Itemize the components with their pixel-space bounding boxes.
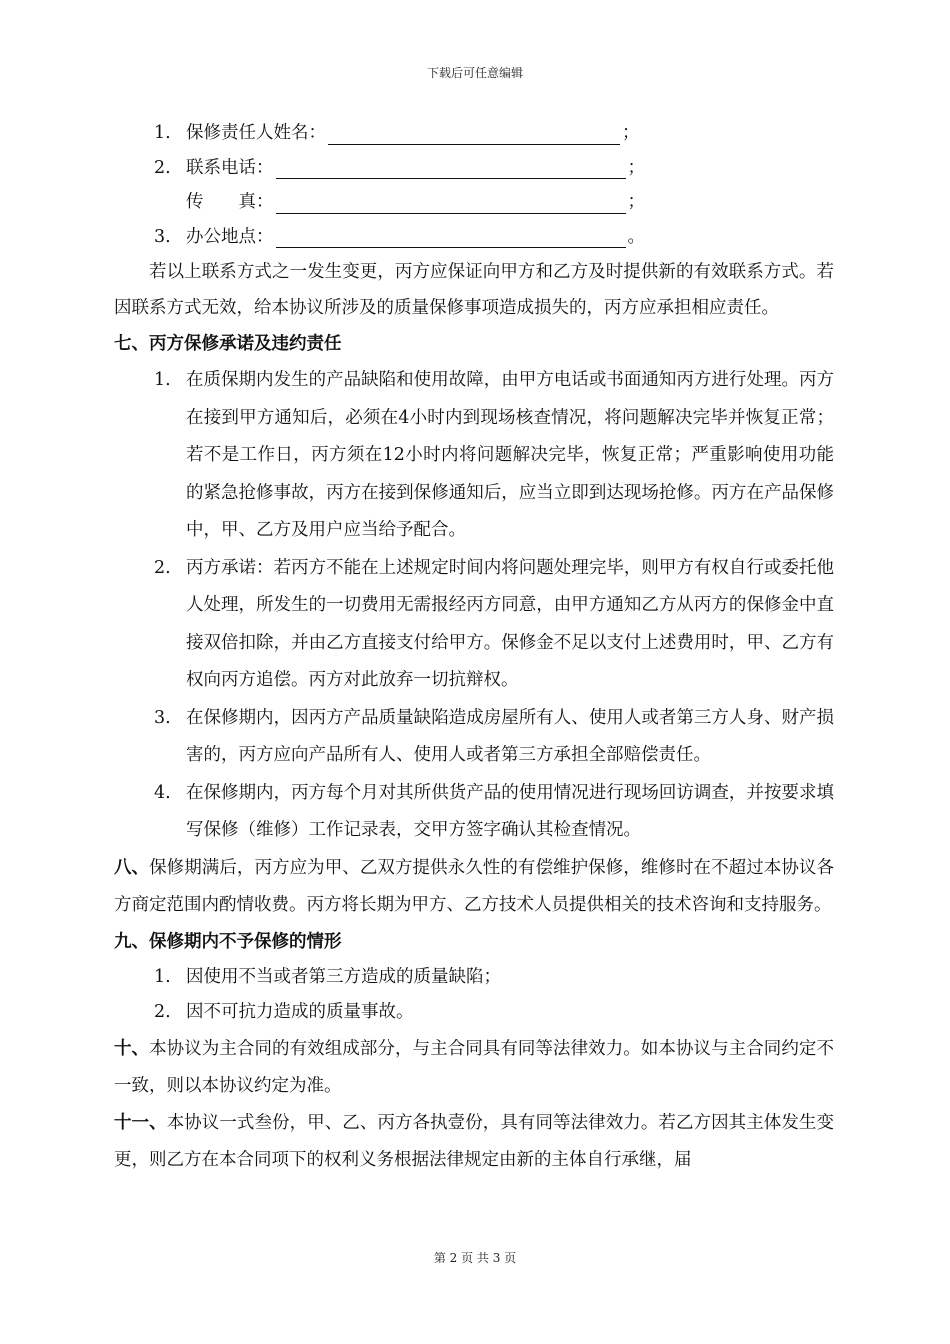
contact-note: 若以上联系方式之一发生变更，丙方应保证向甲方和乙方及时提供新的有效联系方式。若因联系方式无效，给本协议所涉及的质量保修事项造成损失的，丙方应承担相应责任。 [114,262,834,318]
section-9-item [114,960,834,996]
item-number: 2. [154,157,171,178]
blank-line [276,156,626,179]
item-number: 2. [154,557,171,578]
item-number: 1. [154,966,171,987]
section-10-heading: 十、 [114,1038,150,1059]
field-end-punct: ； [622,123,640,143]
item-text: 在质保期内发生的产品缺陷和使用故障，由甲方电话或书面通知丙方进行处理。丙方在接到甲方通知后，必须在4小时内到现场核查情况，将问题解决完毕并恢复正常；若不是工作日，丙方须在12小时内将问题解决完毕，恢复正常；严重影响使用功能的紧急抢修事故，丙方在接到保修通知后，应当立即到达现场抢修。丙方在产品保修中，甲、乙方及用户应当给予配合。 [186,370,834,540]
item-number: 3. [154,226,171,247]
item-text: 在保修期内，丙方每个月对其所供货产品的使用情况进行现场回访调查，并按要求填写保修（维修）工作记录表，交甲方签字确认其检查情况。 [186,782,834,840]
section-10 [114,1031,834,1105]
field-label: 保修责任人姓名： [186,123,326,143]
item-text: 丙方承诺：若丙方不能在上述规定时间内将问题处理完毕，则甲方有权自行或委托他人处理，所发生的一切费用无需报经丙方同意，由甲方通知乙方从丙方的保修金中直接双倍扣除，并由乙方直接支付给甲方。保修金不足以支付上述费用时，甲、乙方有权向丙方追偿。丙方对此放弃一切抗辩权。 [186,557,834,690]
item-text: 在保修期内，因丙方产品质量缺陷造成房屋所有人、使用人或者第三方人身、财产损害的，丙方应向产品所有人、使用人或者第三方承担全部赔偿责任。 [186,707,834,765]
item-number: 1. [154,123,171,143]
field-label: 联系电话： [186,157,274,178]
document-body [114,116,834,1179]
contact-field-fax [114,185,834,220]
section-9-heading: 九、保修期内不予保修的情形 [114,931,342,952]
section-7-item [114,700,834,775]
item-number: 3. [154,707,171,728]
blank-line [276,225,626,248]
section-8-heading: 八、 [114,857,150,878]
section-8 [114,850,834,924]
field-label: 传 真： [186,192,274,212]
item-number: 1. [154,370,171,390]
page-header: 下载后可任意编辑 [426,66,523,80]
blank-line [276,191,626,214]
item-text: 因使用不当或者第三方造成的质量缺陷； [186,966,501,987]
section-11 [114,1105,834,1179]
section-11-heading: 十一、 [114,1112,167,1133]
blank-line [328,122,620,145]
field-label: 办公地点： [186,226,274,247]
item-text: 因不可抗力造成的质量事故。 [186,1002,414,1022]
page-footer: 第 2 页 共 3 页 [433,1251,517,1265]
contact-field-phone [114,151,834,186]
item-number: 2. [154,1002,171,1022]
field-end-punct: ； [627,192,645,212]
section-11-text: 本协议一式叁份，甲、乙、丙方各执壹份，具有同等法律效力。若乙方因其主体发生变更，则乙方在本合同项下的权利义务根据法律规定由新的主体自行承继，届 [114,1112,834,1170]
section-7-item [114,362,834,550]
contact-field-name [114,116,834,151]
field-end-punct: 。 [627,226,645,247]
section-9-item [114,995,834,1031]
section-7-item [114,775,834,850]
section-7-heading: 七、丙方保修承诺及违约责任 [114,334,342,354]
item-number: 4. [154,782,171,803]
field-end-punct: ； [627,157,645,178]
contact-field-office [114,220,834,255]
section-10-text: 本协议为主合同的有效组成部分，与主合同具有同等法律效力。如本协议与主合同约定不一致，则以本协议约定为准。 [114,1038,834,1096]
section-8-text: 保修期满后，丙方应为甲、乙双方提供永久性的有偿维护保修，维修时在不超过本协议各方商定范围内酌情收费。丙方将长期为甲方、乙方技术人员提供相关的技术咨询和支持服务。 [114,857,834,915]
section-7-item [114,550,834,700]
